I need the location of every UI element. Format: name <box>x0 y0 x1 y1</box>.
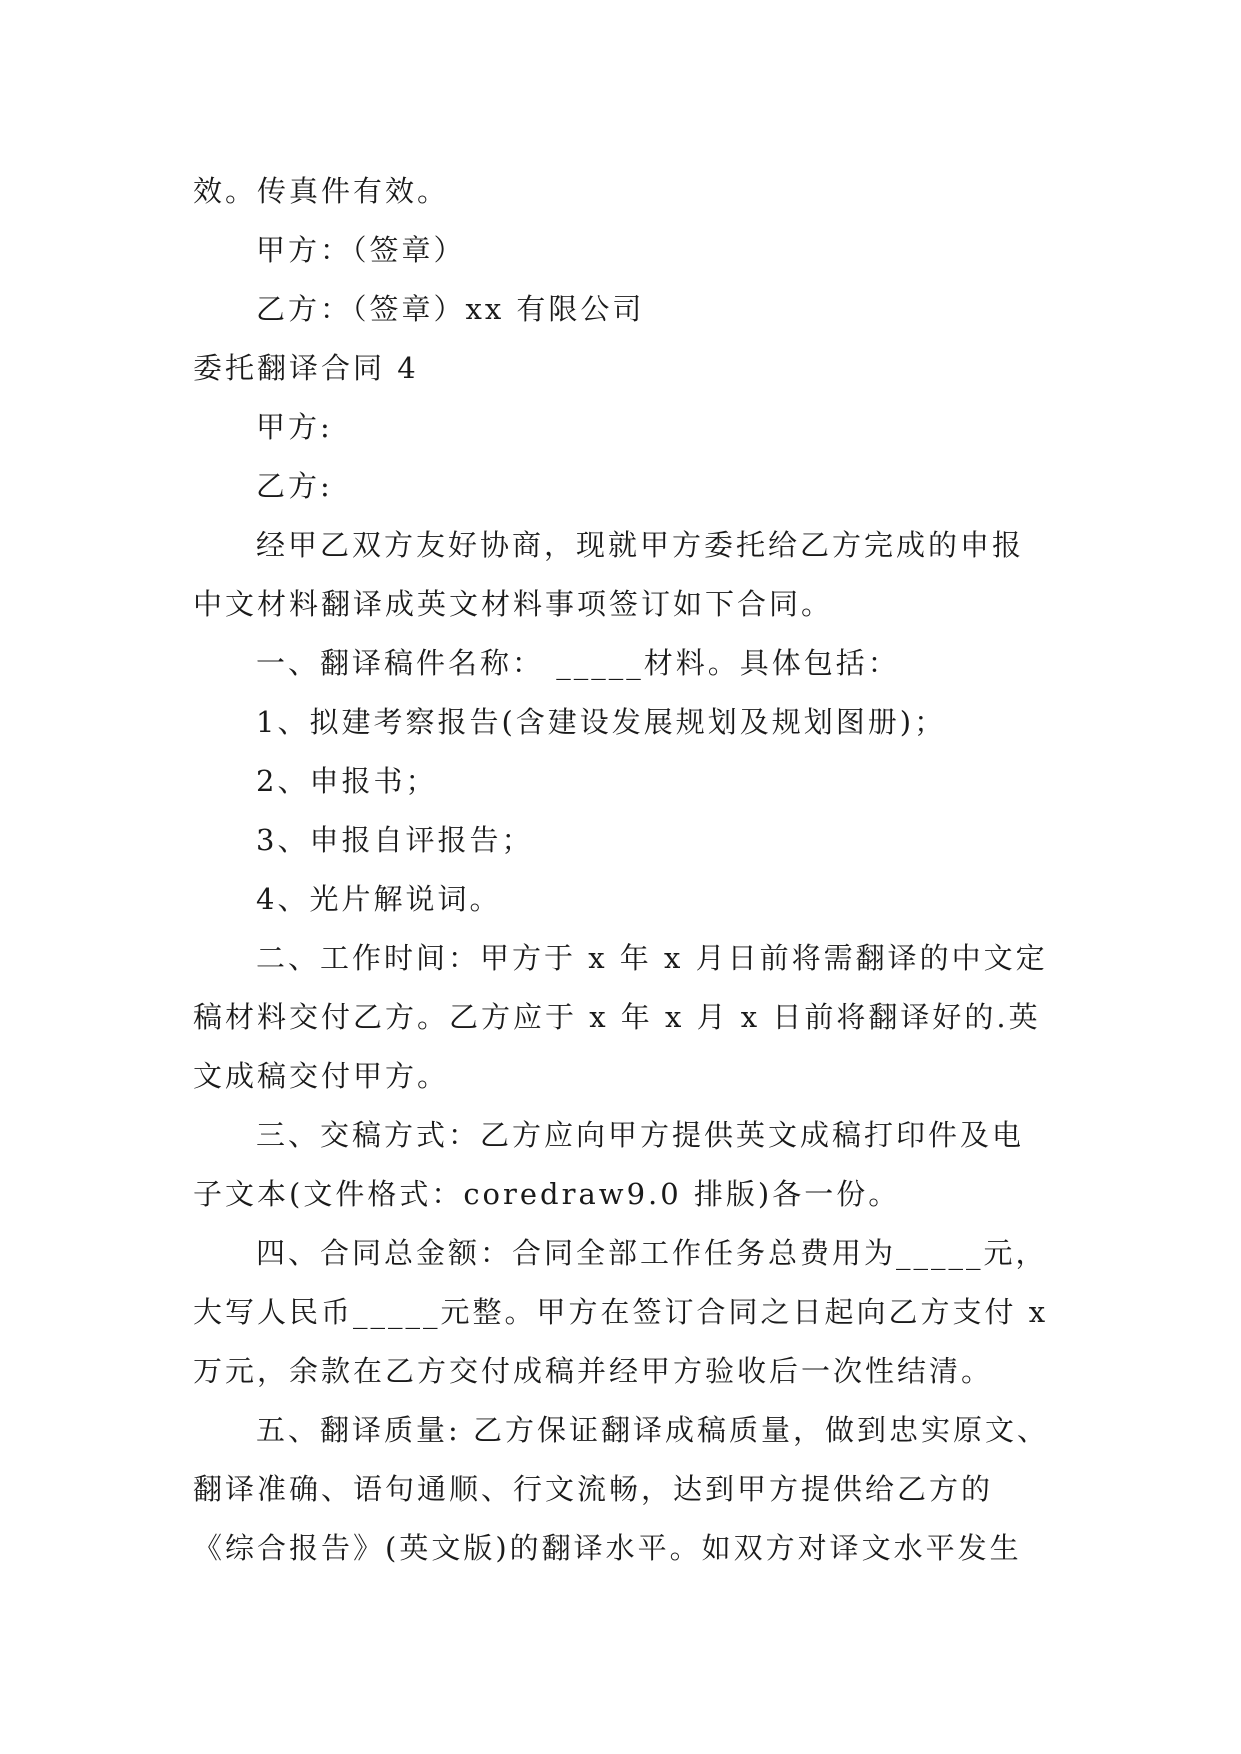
clause-4-line: 四、合同总金额：合同全部工作任务总费用为_____元， <box>256 1236 1048 1270</box>
list-item: 3、申报自评报告； <box>256 823 534 857</box>
list-item: 1、拟建考察报告(含建设发展规划及规划图册)； <box>256 705 947 739</box>
clause-1-line: 一、翻译稿件名称： _____材料。具体包括： <box>256 646 900 680</box>
party-b-signature-line: 乙方：（签章）xx 有限公司 <box>256 292 645 326</box>
party-a-line: 甲方: <box>256 410 333 444</box>
clause-5-line: 五、翻译质量: 乙方保证翻译成稿质量，做到忠实原文、 <box>256 1413 1049 1447</box>
paragraph-line: 稿材料交付乙方。乙方应于 x 年 x 月 x 日前将翻译好的.英 <box>193 1000 1041 1034</box>
paragraph-line: 文成稿交付甲方。 <box>193 1059 450 1093</box>
contract-title: 委托翻译合同 4 <box>193 351 419 385</box>
paragraph-line: 《综合报告》(英文版)的翻译水平。如双方对译文水平发生 <box>193 1531 1022 1565</box>
party-a-signature-line: 甲方：（签章） <box>256 233 466 267</box>
party-b-line: 乙方: <box>256 469 333 503</box>
paragraph-line: 子文本(文件格式：coredraw9.0 排版)各一份。 <box>193 1177 901 1211</box>
clause-2-line: 二、工作时间：甲方于 x 年 x 月日前将需翻译的中文定 <box>256 941 1048 975</box>
paragraph-line: 效。传真件有效。 <box>193 174 450 208</box>
clause-3-line: 三、交稿方式：乙方应向甲方提供英文成稿打印件及电 <box>256 1118 1025 1152</box>
paragraph-line: 大写人民币_____元整。甲方在签订合同之日起向乙方支付 x <box>193 1295 1049 1329</box>
list-item: 2、申报书； <box>256 764 438 798</box>
list-item: 4、光片解说词。 <box>256 882 502 916</box>
document-body <box>193 162 1061 1578</box>
paragraph-line: 翻译准确、语句通顺、行文流畅，达到甲方提供给乙方的 <box>193 1472 994 1506</box>
paragraph-line: 万元，余款在乙方交付成稿并经甲方验收后一次性结清。 <box>193 1354 994 1388</box>
paragraph-line: 中文材料翻译成英文材料事项签订如下合同。 <box>193 587 834 621</box>
paragraph-line: 经甲乙双方友好协商，现就甲方委托给乙方完成的申报 <box>256 528 1025 562</box>
